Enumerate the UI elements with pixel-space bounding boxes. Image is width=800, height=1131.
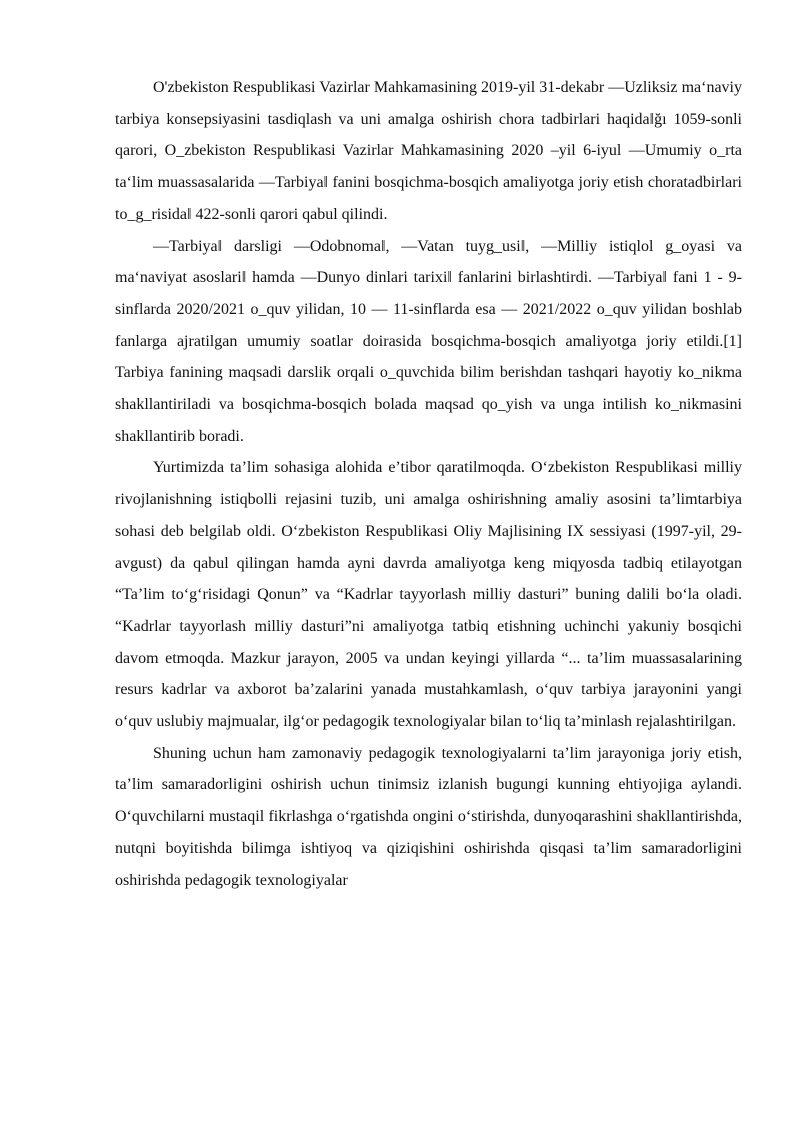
paragraph-tarbiya-subject: ―Tarbiya‖ darsligi ―Odobnoma‖, ―Vatan tuyg_usi‖, ―Milliy istiqlol g_oyasi va ma‘naviyat asoslari‖ hamda ―Dunyo dinlari tarixi‖ fanlarini birlashtirdi. ―Tarbiya‖ fani 1 - 9-sinflarda 2020/2021 o_quv yilidan, 10 — 11-sinflarda esa — 2021/2022 o_quv yilidan boshlab fanlarga ajratilgan umumiy soatlar doirasida bosqichma-bosqich amaliyotga joriy etildi.[1] Tarbiya fanining maqsadi darslik orqali o_quvchida bilim berishdan tashqari hayotiy ko_nikma shakllantiriladi va bosqichma-bosqich bolada maqsad qo_yish va unga intilish ko_nikmasini shakllantirib boradi.	[115, 237, 742, 445]
document-page	[115, 72, 742, 896]
paragraph-decrees: O'zbekiston Respublikasi Vazirlar Mahkamasining 2019-yil 31-dekabr ―Uzliksiz ma‘naviy tarbiya konsepsiyasini tasdiqlash va uni amalga oshirish chora tadbirlari haqida‖ğı 1059-sonli qarori, O_zbekiston Respublikasi Vazirlar Mahkamasining 2020 –yil 6-iyul ―Umumiy o_rta ta‘lim muassasalarida ―Tarbiya‖ fanini bosqichma-bosqich amaliyotga joriy etish choratadbirlari to_g_risida‖ 422-sonli qarori qabul qilindi.	[115, 79, 742, 223]
paragraph-education-reform: Yurtimizda ta’lim sohasiga alohida e’tibor qaratilmoqda. O‘zbekiston Respublikasi milliy rivojlanishning istiqbolli rejasini tuzib, uni amalga oshirishning amaliy asosini ta’limtarbiya sohasi deb belgilab oldi. O‘zbekiston Respublikasi Oliy Majlisining IX sessiyasi (1997-yil, 29-avgust) da qabul qilingan hamda ayni davrda amaliyotga keng miqyosda tadbiq etilayotgan “Ta’lim to‘g‘risidagi Qonun” va “Kadrlar tayyorlash milliy dasturi” buning dalili bo‘la oladi. “Kadrlar tayyorlash milliy dasturi”ni amaliyotga tatbiq etishning uchinchi yakuniy bosqichi davom etmoqda. Mazkur jarayon, 2005 va undan keyingi yillarda “... ta’lim muassasalarining resurs kadrlar va axborot ba’zalarini yanada mustahkamlash, o‘quv tarbiya jarayonini yangi o‘quv uslubiy majmualar, ilg‘or pedagogik texnologiyalar bilan to‘liq ta’minlash rejalashtirilgan.	[115, 459, 742, 731]
paragraph-pedagogical-technologies: Shuning uchun ham zamonaviy pedagogik texnologiyalarni ta’lim jarayoniga joriy etish, ta’lim samaradorligini oshirish uchun tinimsiz izlanish bugungi kunning ehtiyojiga aylandi. O‘quvchilarni mustaqil fikrlashga o‘rgatishda ongini o‘stirishda, dunyoqarashini shakllantirishda, nutqni boyitishda bilimga ishtiyoq va qiziqishini oshirishda qisqasi ta’lim samaradorligini oshirishda pedagogik texnologiyalar	[115, 744, 742, 889]
